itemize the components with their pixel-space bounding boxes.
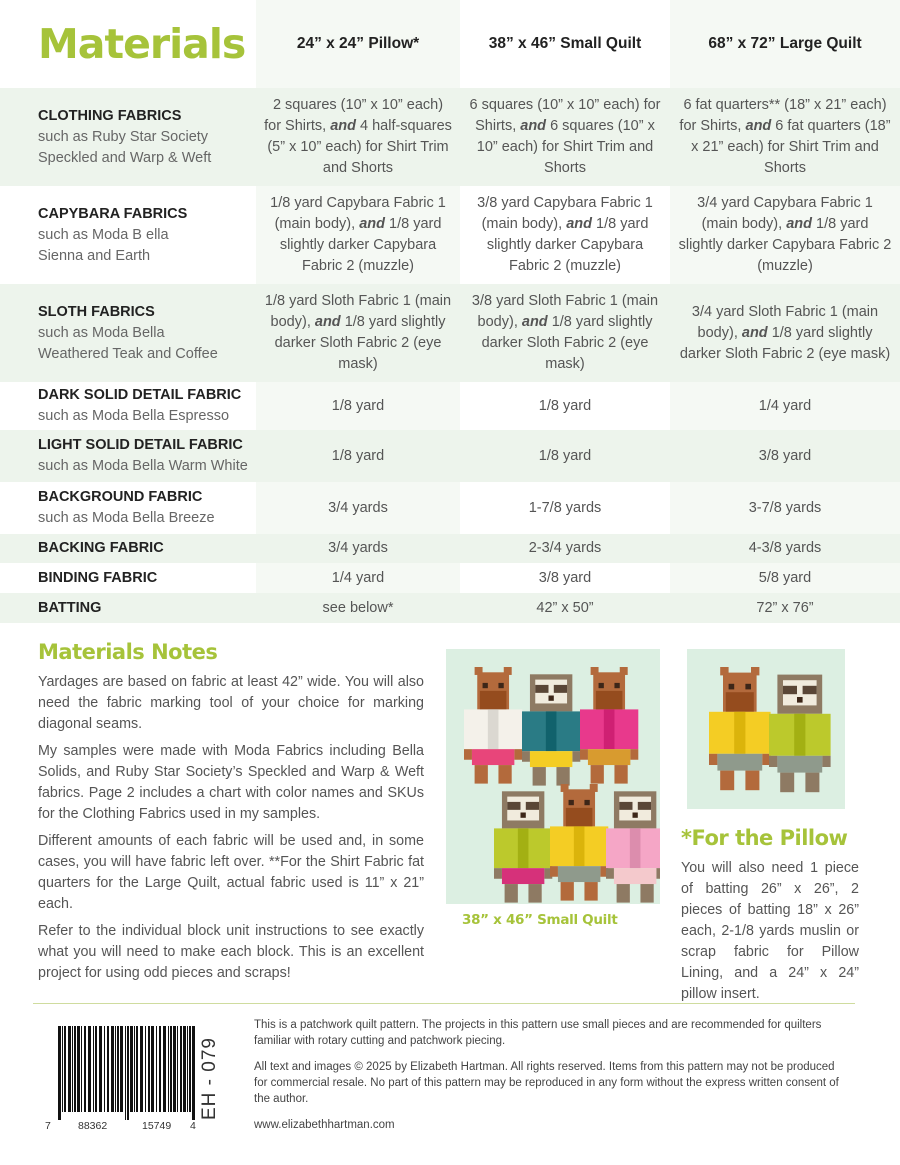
sloth-eye-mask [507,802,520,810]
large-quilt-amount [670,382,900,430]
material-suggestion: such as Ruby Star Society [38,128,209,145]
amount-text: 3/4 yard Capybara Fabric 1 (main body), and 1/8 yard slightly darker Capybara Fabric 2 (muzzle) [678,195,892,274]
barcode-digit-group: 15749 [142,1120,172,1132]
amount-text: 1/8 yard [331,447,385,464]
barcode-bar [104,1026,105,1112]
sloth-nose [549,696,554,701]
small-quilt-amount [460,88,670,186]
pillow-amount [256,563,460,593]
barcode-bar [93,1026,94,1112]
footer-divider [33,1003,855,1004]
small-quilt-illustration [446,649,660,904]
amount-text: 1/8 yard Sloth Fabric 1 (main body), and 1/8 yard slightly darker Sloth Fabric 2 (eye mask) [264,293,452,372]
leg [505,884,518,903]
shorts [502,868,544,884]
material-name: CAPYBARA FABRICS [38,205,188,222]
material-name-cell [0,284,256,382]
large-quilt-amount [670,186,900,284]
small-quilt-amount [460,284,670,382]
capybara-muzzle [480,691,507,710]
page-title: Materials [38,20,246,68]
shirt-placket [794,714,805,756]
leg [475,765,488,784]
barcode-bar [81,1026,82,1112]
large-quilt-amount [670,430,900,482]
table-header-row [0,0,900,88]
table-row [0,430,900,482]
amount-text: 1/8 yard [538,447,592,464]
footer-text [254,1017,844,1143]
sloth-nose [521,813,526,818]
barcode-bar [74,1026,76,1112]
material-suggestion: Weathered Teak and Coffee [38,345,218,362]
large-quilt-amount [670,482,900,534]
sloth-nose [633,813,638,818]
paw [580,749,588,760]
small-quilt-amount [460,186,670,284]
paw [550,866,558,877]
amount-text: 1/4 yard [758,397,812,414]
notes-paragraph: My samples were made with Moda Fabrics including Bella Solids, and Ruby Star Society’s Speckled and Warp & Weft fabrics. Page 2 includes a chart with color names and SKUs for the Clothing Fabrics used in my samples. [38,743,424,822]
material-name-cell [0,186,256,284]
amount-text: 3/8 yard [538,569,592,586]
capybara-eye [584,800,589,805]
shirt-placket [604,709,615,749]
paw [656,868,660,879]
amount-text: 3/8 yard Capybara Fabric 1 (main body), and 1/8 yard slightly darker Capybara Fabric 2 (muzzle) [477,195,653,274]
paw [709,754,717,765]
barcode-bar [62,1026,63,1112]
barcode-bar [177,1026,178,1112]
capybara-figure [464,667,522,784]
material-suggestion: such as Moda Bella Espresso [38,408,230,424]
capybara-eye [745,684,751,690]
leg [780,773,794,793]
leg [561,882,574,901]
pillow-amount [256,593,460,623]
table-row [0,534,900,563]
material-name-cell [0,534,256,563]
material-name-cell [0,382,256,430]
leg [591,765,604,784]
amount-text: 5/8 yard [758,569,812,586]
small-quilt-amount [460,563,670,593]
capybara-eye [599,683,604,688]
paw [822,756,830,767]
notes-heading: Materials Notes [38,640,218,664]
capybara-figure [550,784,608,901]
material-name-cell [0,88,256,186]
amount-text: 3/4 yard Sloth Fabric 1 (main body), and 1/8 yard slightly darker Sloth Fabric 2 (eye mask) [679,303,891,362]
pillow-amount [256,284,460,382]
large-quilt-amount [670,563,900,593]
shirt-placket [518,828,529,868]
pillow-amount [256,430,460,482]
leg [720,771,734,791]
sloth-eye-mask [619,802,632,810]
barcode-bar [170,1026,172,1112]
capybara-eye [483,683,488,688]
amount-text: 1/8 yard [538,397,592,414]
table-row [0,593,900,623]
pillow-heading: *For the Pillow [681,826,848,850]
capybara-muzzle [726,692,754,712]
barcode-bar [107,1026,109,1112]
amount-text: 2 squares (10” x 10” each) for Shirts, and 4 half-squares (5” x 10” each) for Shirt Trim and Shorts [264,97,452,176]
shorts [614,868,656,884]
material-name: BATTING [38,599,102,616]
barcode-digit-group: 88362 [78,1120,108,1132]
capybara-eye [498,683,503,688]
sloth-eye-mask [783,686,797,694]
barcode-bar [120,1026,123,1112]
paw [572,751,580,762]
capybara-figure [580,667,638,784]
shirt-placket [488,709,499,749]
barcode-bar [64,1026,66,1112]
leg [556,767,569,786]
amount-text: 1/8 yard [331,397,385,414]
material-name-cell [0,593,256,623]
pillow-notes [681,826,859,1005]
leg [528,884,541,903]
amount-text: 72” x 76” [756,599,814,616]
amount-text: 6 fat quarters** (18” x 21” each) for Shirts, and 6 fat quarters (18” x 21” each) for Shirt Trim and Shorts [679,97,891,176]
pillow-amount [256,186,460,284]
notes-paragraph: Refer to the individual block unit instructions to see exactly what you will need to make each block. This is an excellent project for using odd pieces and scraps! [38,923,424,981]
amount-text: 3/4 yards [328,499,388,516]
amount-text: 1-7/8 yards [528,499,602,516]
amount-text: 3/8 yard [758,447,812,464]
small-quilt-caption: 38” x 46” Small Quilt [462,912,618,928]
sloth-eye-mask [535,685,548,693]
pillow-amount [256,88,460,186]
barcode-bar [180,1026,182,1112]
table-row [0,563,900,593]
amount-text: 2-3/4 yards [528,540,602,556]
material-name: SLOTH FABRICS [38,303,155,320]
shorts [588,749,630,765]
small-quilt-amount [460,534,670,563]
barcode-bar [159,1026,161,1112]
material-name: BACKING FABRIC [38,540,164,556]
barcode-bar [134,1026,135,1112]
large-quilt-amount [670,88,900,186]
material-name: LIGHT SOLID DETAIL FABRIC [38,437,243,453]
barcode-digit-check: 4 [190,1120,196,1132]
amount-text: 42” x 50” [536,599,594,616]
barcode-digit-lead: 7 [45,1120,51,1132]
material-name: DARK SOLID DETAIL FABRIC [38,387,242,403]
sloth-eye-mask [803,686,817,694]
sloth-figure [494,791,552,902]
table-row [0,284,900,382]
leg [498,765,511,784]
barcode-bar [72,1026,73,1112]
footer-url[interactable]: www.elizabethhartman.com [254,1119,395,1131]
barcode-bar [145,1026,146,1112]
material-name: BINDING FABRIC [38,569,158,586]
footer-copyright: All text and images © 2025 by Elizabeth Hartman. All rights reserved. Items from this pattern may not be produced for commercial resale. No part of this pattern may be reproduced in any form without the express written consent of the author. [254,1061,839,1105]
shirt-placket [630,828,641,868]
paw [630,749,638,760]
table-row [0,382,900,430]
barcode-bar [163,1026,166,1112]
large-quilt-amount [670,534,900,563]
sloth-eye-mask [526,802,539,810]
amount-text: 3-7/8 yards [748,499,822,516]
pillow-amount [256,482,460,534]
material-suggestion: such as Moda B ella [38,226,169,243]
amount-text: 3/8 yard Sloth Fabric 1 (main body), and 1/8 yard slightly darker Sloth Fabric 2 (eye mask) [471,293,659,372]
pillow-illustration [687,649,845,809]
barcode-bar [183,1026,186,1112]
pillow-amount [256,382,460,430]
capybara-eye [729,684,735,690]
table-row [0,88,900,186]
small-quilt-amount [460,593,670,623]
barcode-bar [130,1026,133,1112]
leg [614,765,627,784]
leg [805,773,819,793]
material-suggestion: Sienna and Earth [38,247,151,264]
table-row [0,482,900,534]
leg [533,767,546,786]
barcode-bar [151,1026,154,1112]
capybara-muzzle [596,691,623,710]
material-suggestion: such as Moda Bella [38,324,165,341]
barcode-bar [168,1026,169,1112]
shorts [558,866,600,882]
barcode-bar [127,1026,129,1120]
shorts [777,756,822,773]
shorts [530,751,572,767]
barcode-bar [84,1026,86,1112]
amount-text: 1/4 yard [331,569,385,586]
shirt-placket [734,712,745,754]
small-quilt-amount [460,382,670,430]
sloth-figure [769,675,831,793]
sloth-figure [606,791,660,902]
material-name: CLOTHING FABRICS [38,107,182,124]
barcode-bar [77,1026,80,1112]
capybara-eye [614,683,619,688]
leg [617,884,630,903]
pillow-amount [256,534,460,563]
materials-notes [38,640,424,984]
barcode-bar [156,1026,157,1112]
amount-text: 4-3/8 yards [748,540,822,556]
barcode-bar [148,1026,150,1112]
barcode-bar [111,1026,114,1112]
large-quilt-amount [670,284,900,382]
product-code [187,1037,227,1120]
barcode-bar [95,1026,97,1112]
leg [584,882,597,901]
barcode-bar [173,1026,176,1112]
paw [464,749,472,760]
pillow-text: You will also need 1 piece of batting 26” x 26”, 2 pieces of batting 18” x 26” each, 2-1/8 yards muslin or scrap fabric for Pillow Lining, and a 24” x 24” pillow insert. [681,860,859,1002]
amount-text: see below* [322,599,394,616]
paw [769,756,777,767]
column-header-pillow: 24” x 24” Pillow* [296,35,420,52]
leg [745,771,759,791]
sloth-nose [797,697,803,703]
large-quilt-amount [670,593,900,623]
notes-paragraph: Yardages are based on fabric at least 42” wide. You will also need the fabric marking tool of your choice for marking diagonal seams. [38,674,424,732]
barcode-bar [136,1026,138,1112]
shorts [472,749,514,765]
sloth-figure [522,674,580,785]
sloth-eye-mask [638,802,651,810]
paw [514,749,522,760]
column-header-large-quilt: 68” x 72” Large Quilt [708,35,862,52]
barcode-bar [88,1026,91,1112]
paw [494,868,502,879]
barcode-bar [68,1026,71,1112]
amount-text: 6 squares (10” x 10” each) for Shirts, and 6 squares (10” x 10” each) for Shirt Trim and Shorts [469,97,661,176]
barcode-bar [58,1026,61,1120]
capybara-muzzle [566,808,593,827]
material-name: BACKGROUND FABRIC [38,489,203,505]
shirt-placket [546,711,557,751]
capybara-figure [709,667,771,790]
shirt-placket [574,826,585,866]
small-quilt-amount [460,430,670,482]
barcode-bar [125,1026,126,1120]
product-code-text: EH - 079 [199,1037,220,1120]
material-name-cell [0,430,256,482]
amount-text: 1/8 yard Capybara Fabric 1 (main body), and 1/8 yard slightly darker Capybara Fabric 2 (muzzle) [270,195,446,274]
material-suggestion: Speckled and Warp & Weft [38,149,212,166]
leg [640,884,653,903]
paw [522,751,530,762]
material-suggestion: such as Moda Bella Breeze [38,510,215,526]
paw [606,868,614,879]
small-quilt-amount [460,482,670,534]
barcode-bar [99,1026,102,1112]
column-header-small-quilt: 38” x 46” Small Quilt [488,35,642,52]
material-name-cell [0,482,256,534]
barcode-bar [140,1026,143,1112]
barcode-bar [117,1026,119,1112]
table-body [0,88,900,623]
table-row [0,186,900,284]
barcode-bar [115,1026,116,1112]
amount-text: 3/4 yards [328,540,388,556]
capybara-eye [569,800,574,805]
footer-disclaimer: This is a patchwork quilt pattern. The projects in this pattern use small pieces and are recommended for quilters familiar with rotary cutting and patchwork piecing. [254,1019,822,1047]
material-suggestion: such as Moda Bella Warm White [38,458,248,474]
shorts [717,754,762,771]
notes-paragraph: Different amounts of each fabric will be used and, in some cases, you will have fabric left over. **For the Shirt Fabric fat quarters for the Large Quilt, actual fabric used is 11” x 21” each. [38,833,424,912]
material-name-cell [0,563,256,593]
sloth-eye-mask [554,685,567,693]
